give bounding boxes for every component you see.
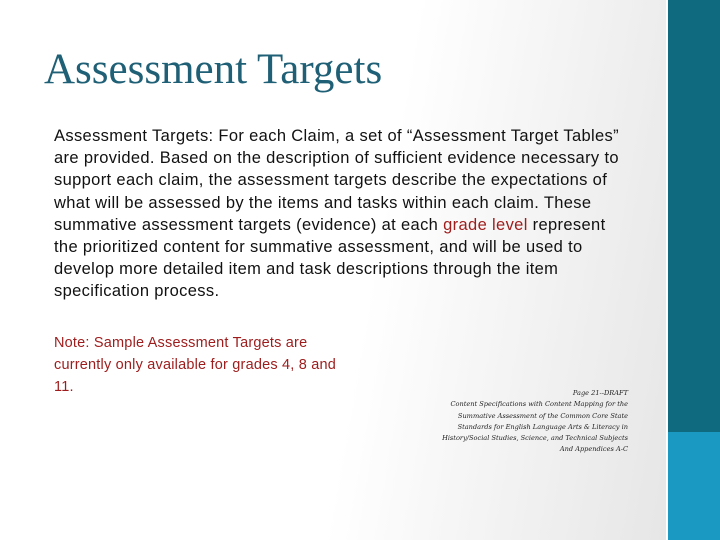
side-bar-accent — [668, 432, 720, 540]
body-text-end: represent the prioritized content for summative assessment, and will be used to develop more detailed item and task descriptions through the item specification process. — [54, 215, 606, 301]
citation-line: Page 21--DRAFT — [572, 389, 628, 397]
body-text-highlight: grade level — [443, 215, 528, 234]
citation-block — [398, 388, 628, 456]
citation-line: History/Social Studies, Science, and Technical Subjects — [442, 434, 628, 443]
citation-line: Standards for English Language Arts & Literacy in — [457, 422, 628, 431]
citation-line: Content Specifications with Content Mapping for the — [450, 400, 628, 409]
body-text-start: Assessment Targets: For each Claim, a set of “Assessment Target Tables” are provided. Based on the description of sufficient evidence necessary to support each claim, the assessment targets describe the expectations of what will be assessed by the items and tasks within each claim. These summative assessment targets (evidence) at each — [54, 127, 619, 234]
citation-line: Summative Assessment of the Common Core State — [457, 411, 628, 420]
slide-title: Assessment Targets — [44, 46, 383, 93]
note-text: Note: Sample Assessment Targets are currently only available for grades 4, 8 and 11. — [54, 335, 337, 395]
body-paragraph — [54, 125, 629, 303]
citation-line: And Appendices A-C — [559, 445, 628, 454]
